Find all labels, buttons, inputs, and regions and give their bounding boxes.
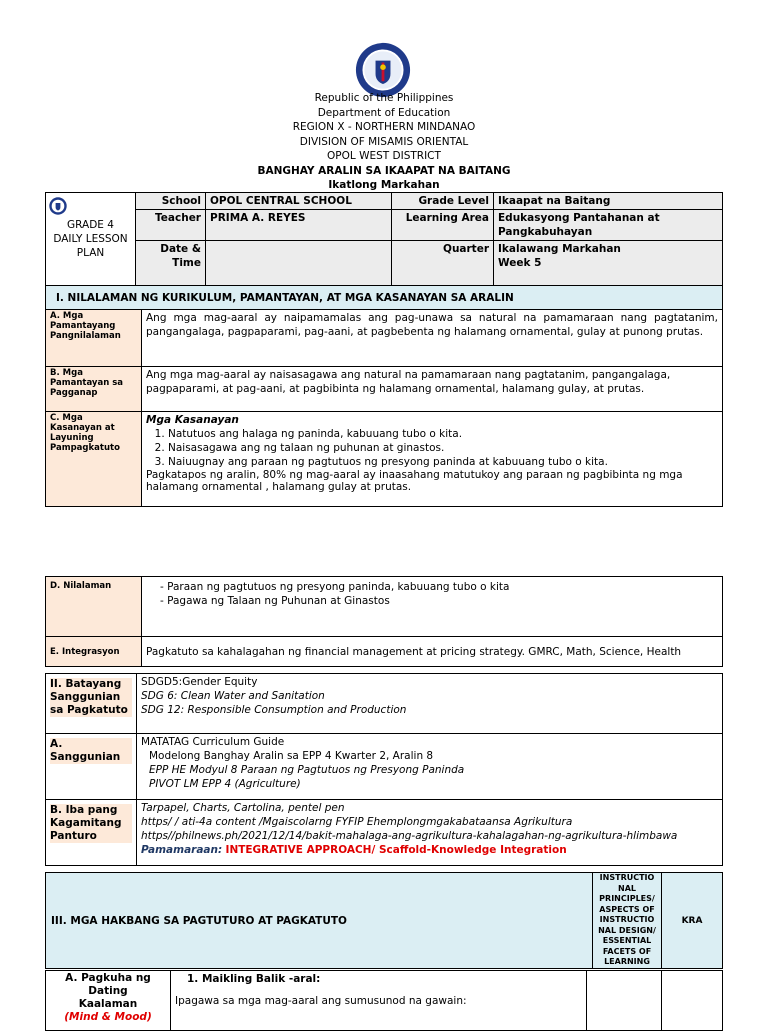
- instructional-principles-header: INSTRUCTIO NAL PRINCIPLES/ ASPECTS OF INSTRUCTIO NAL DESIGN/ ESSENTIAL FACETS OF LEARNING: [593, 873, 662, 969]
- competency-item: 3. Naiuugnay ang paraan ng pagtutuos ng presyong paninda at kabuuang tubo o kita.: [168, 455, 718, 469]
- document-header: [0, 91, 768, 193]
- competency-item: 1. Natutuos ang halaga ng paninda, kabuuang tubo o kita.: [168, 427, 718, 441]
- competencies-cell: [142, 412, 723, 507]
- section-one-heading: I. NILALAMAN NG KURIKULUM, PAMANTAYAN, AT MGA KASANAYAN SA ARALIN: [46, 286, 723, 310]
- integration-label: E. Integrasyon: [46, 637, 142, 667]
- sdg-line: SDG 6: Clean Water and Sanitation: [141, 690, 325, 702]
- quarter-value-line1: Ikalawang Markahan: [498, 243, 621, 255]
- references-label-cell: [46, 674, 137, 734]
- section-one-table: [45, 285, 723, 507]
- materials-cell: [137, 800, 723, 866]
- sanggunian-line: EPP HE Modyul 8 Paraan ng Pagtutuos ng Presyong Paninda: [149, 764, 465, 776]
- materials-line: Tarpapel, Charts, Cartolina, pentel pen: [141, 802, 345, 814]
- deped-seal-logo: [355, 42, 411, 98]
- learning-area-label: Learning Area: [392, 210, 494, 241]
- header-line-republic: Republic of the Philippines: [314, 92, 454, 104]
- quarter-value-line2: Week 5: [498, 257, 542, 269]
- materials-link[interactable]: https/ / ati-4a content /Mgaiscolarng FYFIP Ehemplongmgakabataansa Agrikultura: [141, 816, 573, 828]
- integration-text: Pagkatuto sa kahalagahan ng financial management at pricing strategy. GMRC, Math, Science, Health: [142, 637, 723, 667]
- content-line: - Pagawa ng Talaan ng Puhunan at Ginastos: [160, 595, 390, 607]
- method-label: Pamamaraan:: [141, 844, 223, 856]
- section-three-heading: III. MGA HAKBANG SA PAGTUTURO AT PAGKATUTO: [46, 873, 593, 969]
- plan-label-plan: PLAN: [76, 247, 105, 259]
- prior-knowledge-cell: [171, 971, 587, 1031]
- competencies-heading: Mga Kasanayan: [146, 414, 239, 426]
- materials-label: B. Iba pang Kagamitang Panturo: [50, 804, 132, 843]
- method-value: INTEGRATIVE APPROACH/ Scaffold-Knowledge Integration: [225, 844, 567, 856]
- procedure-table: [45, 970, 723, 1031]
- date-time-label: Date & Time: [136, 241, 206, 286]
- small-seal-logo: [49, 197, 67, 215]
- learning-objective-text: Pagkatapos ng aralin, 80% ng mag-aaral ay inaasahang matutukoy ang paraan ng pagbibinta ng mga halamang ornamental , halamang gulay at prutas.: [146, 469, 683, 493]
- competencies-list: [146, 427, 718, 469]
- lesson-info-table: [45, 192, 723, 286]
- sanggunian-label: A. Sanggunian: [50, 738, 132, 764]
- competency-item: 2. Naisasagawa ang ng talaan ng puhunan at ginastos.: [168, 441, 718, 455]
- kra-header: KRA: [662, 873, 723, 969]
- quarter-label: Quarter: [392, 241, 494, 286]
- header-line-district: OPOL WEST DISTRICT: [327, 150, 441, 162]
- document-title: BANGHAY ARALIN SA IKAAPAT NA BAITANG: [257, 164, 511, 177]
- date-time-value: [206, 241, 392, 286]
- content-label: D. Nilalaman: [46, 577, 142, 637]
- principles-cell: [587, 971, 662, 1031]
- sanggunian-line: Modelong Banghay Aralin sa EPP 4 Kwarter 2, Aralin 8: [149, 750, 434, 762]
- school-label: School: [136, 193, 206, 210]
- header-line-department: Department of Education: [317, 106, 451, 119]
- sanggunian-cell: [137, 734, 723, 800]
- grade-level-label: Grade Level: [392, 193, 494, 210]
- grade-level-value: Ikaapat na Baitang: [494, 193, 723, 210]
- performance-standard-text: Ang mga mag-aaral ay naisasagawa ang natural na pamamaraan nang pagtatanim, pangangalaga, pagpaparami, at pag-aani, at pagbibinta ng halamang ornamental, halamang gulay, at prutas.: [142, 367, 723, 412]
- plan-label-cell: [46, 193, 136, 286]
- plan-label-grade: GRADE 4: [67, 219, 114, 231]
- plan-label-daily: DAILY LESSON: [53, 233, 128, 245]
- materials-label-cell: [46, 800, 137, 866]
- prior-knowledge-label: A. Pagkuha ng Dating Kaalaman (Mind & Mood): [46, 971, 171, 1031]
- header-line-region: REGION X - NORTHERN MINDANAO: [292, 121, 476, 133]
- teacher-label: Teacher: [136, 210, 206, 241]
- content-line: - Paraan ng pagtutuos ng presyong paninda, kabuuang tubo o kita: [160, 581, 510, 593]
- references-cell: [137, 674, 723, 734]
- materials-link[interactable]: https//philnews.ph/2021/12/14/bakit-mahalaga-ang-agrikultura-kahalagahan-ng-agrikultura-hlimbawa: [141, 830, 678, 842]
- content-cell: [142, 577, 723, 637]
- document-subtitle: Ikatlong Markahan: [328, 179, 440, 191]
- section-three-table: [45, 872, 723, 969]
- content-standard-text: Ang mga mag-aaral ay naipamamalas ang pag-unawa sa natural na pamamaraan nang pagtatanim, pangangalaga, pagpaparami, pag-aani, at pagbebenta ng halamang ornamental, gulay at punong prutas.: [142, 310, 723, 367]
- header-line-division: DIVISION OF MISAMIS ORIENTAL: [299, 135, 469, 148]
- performance-standard-label: B. Mga Pamantayan sa Pagganap: [46, 367, 142, 412]
- sanggunian-line: MATATAG Curriculum Guide: [141, 736, 285, 748]
- sdg-line: SDGD5:Gender Equity: [141, 676, 258, 688]
- school-value: OPOL CENTRAL SCHOOL: [206, 193, 392, 210]
- learning-area-value: Edukasyong Pantahanan at Pangkabuhayan: [494, 210, 723, 241]
- section-two-table: [45, 673, 723, 866]
- teacher-value: PRIMA A. REYES: [206, 210, 392, 241]
- mind-mood-label: (Mind & Mood): [64, 1011, 152, 1023]
- review-step: 1. Maikling Balik -aral:: [187, 973, 321, 985]
- competencies-label: C. Mga Kasanayan at Layuning Pampagkatuto: [46, 412, 142, 507]
- review-instruction: Ipagawa sa mga mag-aaral ang sumusunod na gawain:: [175, 995, 467, 1007]
- sdg-line: SDG 12: Responsible Consumption and Production: [141, 704, 407, 716]
- content-standard-label: A. Mga Pamantayang Pangnilalaman: [46, 310, 142, 367]
- references-label: II. Batayang Sanggunian sa Pagkatuto: [50, 678, 132, 717]
- kra-cell: [662, 971, 723, 1031]
- quarter-value: [494, 241, 723, 286]
- sanggunian-label-cell: [46, 734, 137, 800]
- method-line: [141, 843, 718, 857]
- section-d-table: [45, 576, 723, 667]
- sanggunian-line: PIVOT LM EPP 4 (Agriculture): [149, 778, 301, 790]
